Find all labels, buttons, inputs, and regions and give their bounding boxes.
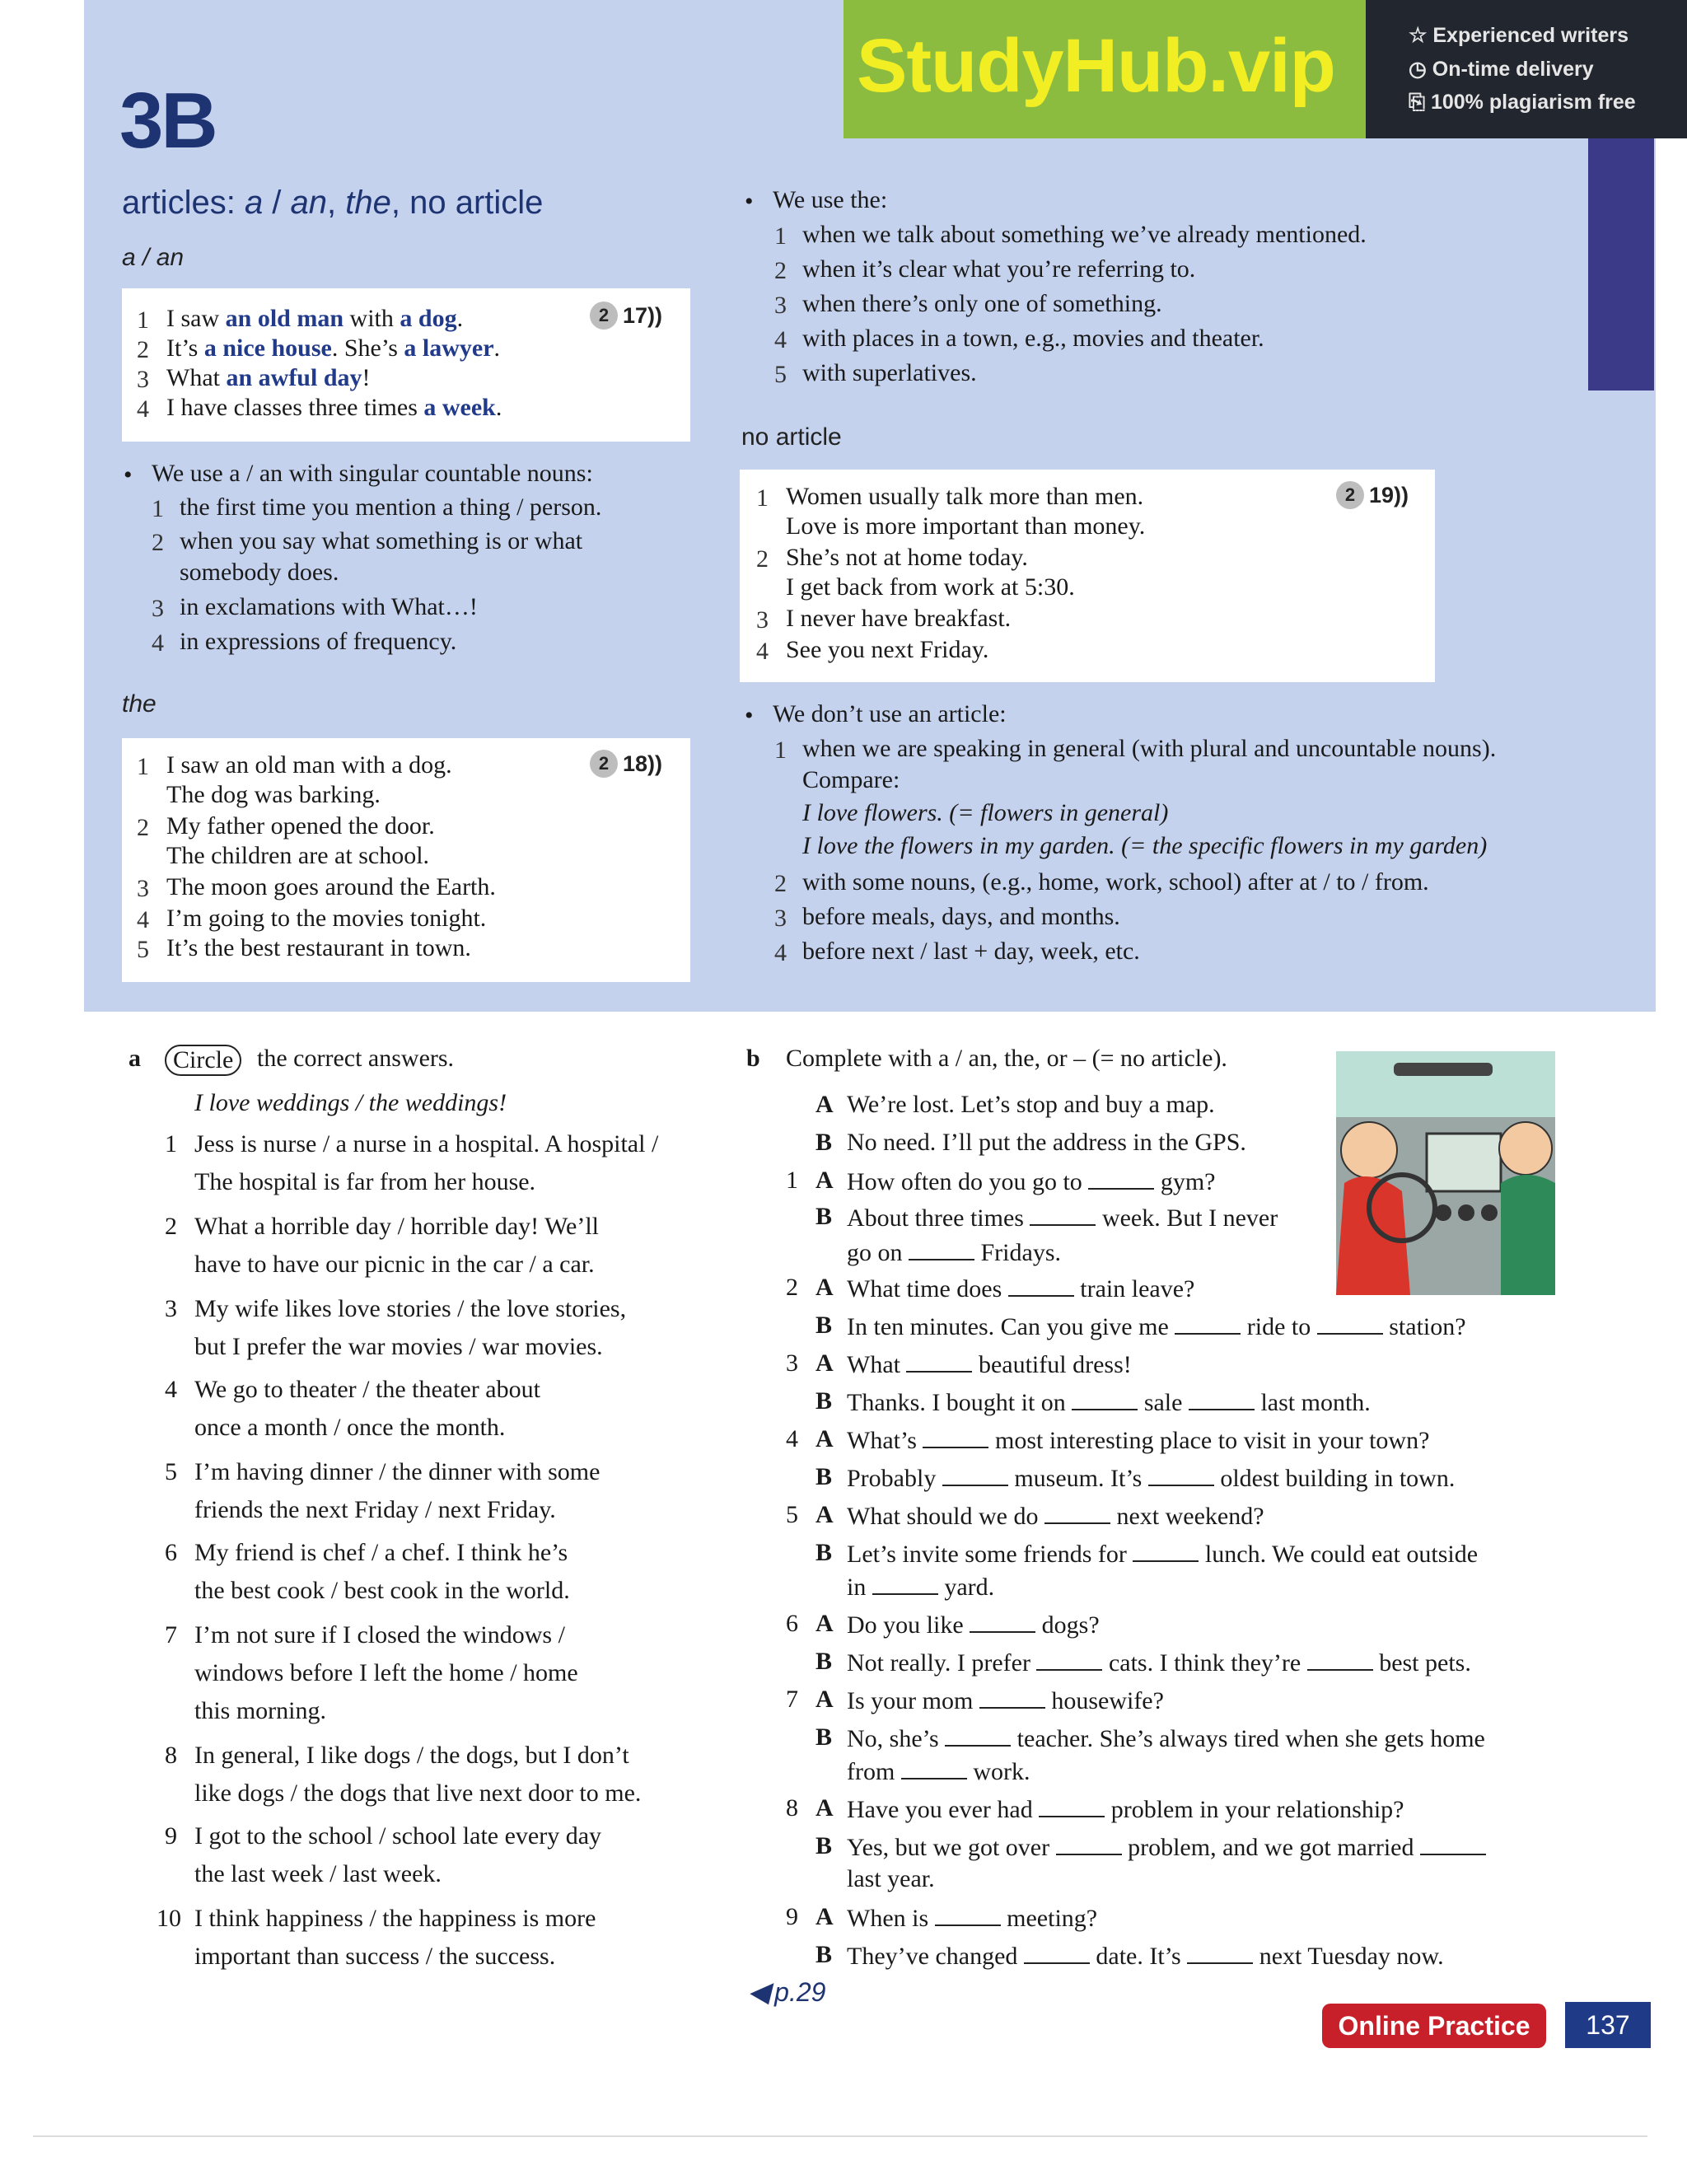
online-practice-button[interactable]: Online Practice xyxy=(1322,2004,1546,2048)
dialogue-line[interactable]: from work. xyxy=(847,1758,1030,1785)
rule-line: when we talk about something we’ve already mentioned. xyxy=(802,221,1367,248)
rule-line: in exclamations with What…! xyxy=(180,593,478,620)
audio-track: 17 xyxy=(623,302,648,328)
dialogue-line[interactable]: Let’s invite some friends for lunch. We could eat outside xyxy=(847,1541,1479,1568)
star-icon: ☆ xyxy=(1409,24,1428,47)
item-number: 1 xyxy=(165,1130,177,1157)
exercise-a-line[interactable]: this morning. xyxy=(194,1697,327,1724)
example-number: 1 xyxy=(756,484,769,512)
exercise-a-line[interactable]: have to have our picnic in the car / a car. xyxy=(194,1251,595,1278)
speaker-label: B xyxy=(815,1723,833,1751)
exercise-a-line[interactable]: What a horrible day / horrible day! We’ll xyxy=(194,1213,600,1240)
rule-number: 4 xyxy=(774,326,787,353)
item-number: 4 xyxy=(165,1376,177,1403)
unit-code: 3B xyxy=(119,77,216,165)
speaker-label: A xyxy=(815,1501,834,1528)
rule-line: with superlatives. xyxy=(802,359,977,386)
banner-feature xyxy=(1409,57,1594,82)
dialogue-line[interactable]: When is meeting? xyxy=(847,1905,1098,1932)
item-number: 8 xyxy=(165,1742,177,1769)
dialogue-line[interactable]: Not really. I prefer cats. I think they’re best pets. xyxy=(847,1649,1471,1677)
speaker-label: A xyxy=(815,1425,834,1452)
circle-word: Circle xyxy=(165,1045,241,1076)
rule-number: 4 xyxy=(152,629,164,657)
dialogue-line[interactable]: What should we do next weekend? xyxy=(847,1503,1264,1530)
rule-line: when you say what something is or what xyxy=(180,527,583,554)
dialogue-line[interactable]: Probably museum. It’s oldest building in town. xyxy=(847,1465,1456,1492)
car-illustration xyxy=(1336,1051,1555,1295)
rule-line: somebody does. xyxy=(180,559,339,586)
item-number: 8 xyxy=(786,1794,798,1822)
example-line: I get back from work at 5:30. xyxy=(786,573,1075,601)
speaker-label: A xyxy=(815,1794,834,1822)
page-number: 137 xyxy=(1565,2002,1651,2048)
item-number: 2 xyxy=(786,1274,798,1301)
exercise-a-line[interactable]: friends the next Friday / next Friday. xyxy=(194,1496,556,1523)
answer-blank[interactable] xyxy=(1030,1204,1096,1226)
document-icon: ⎘ xyxy=(1409,91,1426,114)
arrow-left-icon: ◀ xyxy=(748,1976,770,2008)
example-number: 4 xyxy=(137,906,149,933)
exercise-a-line[interactable]: In general, I like dogs / the dogs, but I don’t xyxy=(194,1742,629,1769)
rule-line: the first time you mention a thing / person. xyxy=(180,493,602,521)
bullet: • xyxy=(124,461,133,489)
rule-number: 2 xyxy=(774,870,787,897)
example-line: I have classes three times a week. xyxy=(166,394,502,421)
dialogue-line[interactable]: They’ve changed date. It’s next Tuesday now. xyxy=(847,1943,1444,1970)
exercise-a-line[interactable]: important than success / the success. xyxy=(194,1943,556,1970)
dialogue-line[interactable]: last year. xyxy=(847,1865,935,1892)
answer-blank[interactable] xyxy=(935,1905,1001,1926)
exercise-instruction: Complete with a / an, the, or – (= no article). xyxy=(786,1045,1227,1072)
exercise-a-line[interactable]: once a month / once the month. xyxy=(194,1414,506,1441)
exercise-a-line[interactable]: windows before I left the home / home xyxy=(194,1659,578,1686)
example-line: It’s a nice house. She’s a lawyer. xyxy=(166,334,501,362)
answer-blank[interactable] xyxy=(901,1758,967,1779)
rule-number: 4 xyxy=(774,939,787,966)
example-line: It’s the best restaurant in town. xyxy=(166,934,471,961)
item-number: 5 xyxy=(786,1501,798,1528)
item-number: 9 xyxy=(165,1822,177,1850)
example-line: Women usually talk more than men. xyxy=(786,483,1144,510)
speaker-label: A xyxy=(815,1091,834,1118)
example-number: 3 xyxy=(137,875,149,902)
answer-blank[interactable] xyxy=(945,1725,1011,1747)
rule-intro: We use the: xyxy=(773,186,888,213)
item-number: 5 xyxy=(165,1458,177,1485)
answer-blank[interactable] xyxy=(1072,1389,1138,1410)
exercise-instruction: the correct answers. xyxy=(257,1045,455,1072)
bullet: • xyxy=(745,702,754,729)
speaker-label: B xyxy=(815,1941,833,1968)
example-number: 4 xyxy=(137,395,149,423)
example-line: See you next Friday. xyxy=(786,636,989,663)
speaker-label: A xyxy=(815,1274,834,1301)
speaker-label: B xyxy=(815,1539,833,1566)
speaker-label: B xyxy=(815,1387,833,1415)
rule-number: 3 xyxy=(774,292,787,319)
answer-blank[interactable] xyxy=(1148,1465,1214,1486)
speaker-label: A xyxy=(815,1610,834,1637)
item-number: 6 xyxy=(786,1610,798,1637)
item-number: 4 xyxy=(786,1425,798,1452)
exercise-a-line[interactable]: My friend is chef / a chef. I think he’s xyxy=(194,1539,568,1566)
answer-blank[interactable] xyxy=(970,1611,1035,1633)
back-reference-link[interactable] xyxy=(748,1976,825,2009)
divider xyxy=(33,2135,1647,2137)
audio-disc-icon: 2 xyxy=(1336,481,1364,509)
answer-blank[interactable] xyxy=(1008,1275,1074,1297)
dialogue-line[interactable]: Thanks. I bought it on sale last month. xyxy=(847,1389,1371,1416)
rule-intro: We don’t use an article: xyxy=(773,700,1007,727)
item-number: 3 xyxy=(786,1349,798,1377)
exercise-a-line[interactable]: I’m not sure if I closed the windows / xyxy=(194,1621,565,1649)
exercise-a-line[interactable]: The hospital is far from her house. xyxy=(194,1168,536,1195)
exercise-a-line[interactable]: the last week / last week. xyxy=(194,1860,442,1887)
side-tab xyxy=(1588,138,1654,391)
example-line: I saw an old man with a dog. xyxy=(166,751,452,779)
speaker-label: B xyxy=(815,1312,833,1339)
item-number: 2 xyxy=(165,1213,177,1240)
example-number: 1 xyxy=(137,306,149,334)
back-reference-label: p.29 xyxy=(774,1976,826,2007)
answer-blank[interactable] xyxy=(909,1239,974,1260)
example-line: I never have breakfast. xyxy=(786,605,1012,632)
exercise-a-line[interactable]: but I prefer the war movies / war movies. xyxy=(194,1333,603,1360)
answer-blank[interactable] xyxy=(1317,1313,1383,1335)
dialogue-line[interactable]: About three times week. But I never xyxy=(847,1204,1278,1232)
speaker-label: A xyxy=(815,1903,834,1930)
example-line: The children are at school. xyxy=(166,842,430,869)
banner-feature xyxy=(1409,23,1629,48)
rule-line: before next / last + day, week, etc. xyxy=(802,938,1140,965)
page-title: articles: a / an, the, no article xyxy=(122,185,544,221)
answer-blank[interactable] xyxy=(942,1465,1008,1486)
example-number: 3 xyxy=(756,606,769,634)
example-number: 2 xyxy=(137,814,149,841)
rule-line: before meals, days, and months. xyxy=(802,903,1120,930)
example-number: 5 xyxy=(137,936,149,963)
answer-blank[interactable] xyxy=(1044,1503,1110,1524)
section-heading-a-an: a / an xyxy=(122,244,185,271)
exercise-a-line[interactable]: My wife likes love stories / the love stories, xyxy=(194,1295,627,1322)
exercise-letter: a xyxy=(129,1045,141,1072)
dialogue-line[interactable]: Yes, but we got over problem, and we got married xyxy=(847,1834,1486,1860)
exercise-a-line[interactable]: I think happiness / the happiness is more xyxy=(194,1905,596,1932)
rule-intro: We use a / an with singular countable nouns: xyxy=(152,460,593,487)
rule-number: 1 xyxy=(774,222,787,250)
answer-blank[interactable] xyxy=(1036,1649,1102,1671)
item-number: 1 xyxy=(786,1167,798,1194)
rule-line: when we are speaking in general (with plural and uncountable nouns). xyxy=(802,735,1497,762)
sound-icon: )) xyxy=(1394,482,1409,507)
item-number: 3 xyxy=(165,1295,177,1322)
rule-line: Compare: xyxy=(802,766,900,793)
answer-blank[interactable] xyxy=(1056,1834,1122,1855)
answer-blank[interactable] xyxy=(1307,1649,1373,1671)
exercise-a-line[interactable]: I’m having dinner / the dinner with some xyxy=(194,1458,600,1485)
speaker-label: B xyxy=(815,1203,833,1230)
banner-feature-label: Experienced writers xyxy=(1432,24,1629,47)
example-line: I’m going to the movies tonight. xyxy=(166,905,487,932)
dialogue-line[interactable]: in yard. xyxy=(847,1574,995,1601)
dialogue-line[interactable]: Do you like dogs? xyxy=(847,1611,1100,1639)
rule-line: with some nouns, (e.g., home, work, school) after at / to / from. xyxy=(802,868,1429,896)
rule-number: 3 xyxy=(152,595,164,622)
audio-disc-icon: 2 xyxy=(590,302,618,330)
item-number: 7 xyxy=(786,1686,798,1713)
rule-line: with places in a town, e.g., movies and theater. xyxy=(802,325,1264,352)
dialogue-line[interactable]: What beautiful dress! xyxy=(847,1351,1132,1378)
dialogue-line[interactable]: What time does train leave? xyxy=(847,1275,1195,1302)
example-line: She’s not at home today. xyxy=(786,544,1028,571)
rule-line: I love flowers. (= flowers in general) xyxy=(802,799,1169,826)
exercise-letter: b xyxy=(746,1045,760,1072)
example-line: Love is more important than money. xyxy=(786,512,1146,540)
rule-number: 5 xyxy=(774,361,787,388)
rule-line: I love the flowers in my garden. (= the specific flowers in my garden) xyxy=(802,832,1488,859)
example-line: The dog was barking. xyxy=(166,781,381,808)
answer-blank[interactable] xyxy=(979,1687,1045,1709)
answer-blank[interactable] xyxy=(1039,1796,1105,1817)
exercise-example: I love weddings / the weddings! xyxy=(194,1089,507,1116)
sound-icon: )) xyxy=(647,302,663,328)
banner-feature xyxy=(1409,91,1636,115)
example-line: My father opened the door. xyxy=(166,812,435,839)
example-line: The moon goes around the Earth. xyxy=(166,873,496,900)
speaker-label: A xyxy=(815,1686,834,1713)
example-number: 2 xyxy=(137,336,149,363)
item-number: 10 xyxy=(157,1905,181,1932)
dialogue-line[interactable]: Have you ever had problem in your relationship? xyxy=(847,1796,1404,1823)
sound-icon: )) xyxy=(647,751,663,776)
speaker-label: B xyxy=(815,1648,833,1675)
item-number: 7 xyxy=(165,1621,177,1649)
answer-blank[interactable] xyxy=(872,1574,938,1595)
dialogue-line[interactable]: We’re lost. Let’s stop and buy a map. xyxy=(847,1091,1215,1118)
example-number: 1 xyxy=(137,753,149,780)
bullet: • xyxy=(745,188,754,215)
dialogue-line[interactable]: No, she’s teacher. She’s always tired when she gets home xyxy=(847,1725,1485,1752)
speaker-label: B xyxy=(815,1129,833,1156)
answer-blank[interactable] xyxy=(1187,1943,1253,1964)
dialogue-line[interactable]: What’s most interesting place to visit in your town? xyxy=(847,1427,1430,1454)
rule-line: when there’s only one of something. xyxy=(802,290,1162,317)
dialogue-line[interactable]: How often do you go to gym? xyxy=(847,1168,1216,1195)
answer-blank[interactable] xyxy=(923,1427,988,1448)
audio-track: 19 xyxy=(1369,482,1395,507)
exercise-a-line[interactable]: We go to theater / the theater about xyxy=(194,1376,540,1403)
banner-feature-label: On-time delivery xyxy=(1432,58,1594,81)
dialogue-line[interactable]: Is your mom housewife? xyxy=(847,1687,1164,1714)
example-line: I saw an old man with a dog. xyxy=(166,305,464,332)
section-heading-no-article: no article xyxy=(741,423,842,451)
rule-number: 3 xyxy=(774,905,787,932)
exercise-a-line[interactable]: the best cook / best cook in the world. xyxy=(194,1577,570,1604)
dialogue-line[interactable]: go on Fridays. xyxy=(847,1239,1061,1266)
brand-logo[interactable]: StudyHub.vip xyxy=(857,24,1335,108)
example-number: 2 xyxy=(756,545,769,573)
speaker-label: A xyxy=(815,1349,834,1377)
audio-track: 18 xyxy=(623,751,648,776)
example-line: What an awful day! xyxy=(166,364,371,391)
exercise-a-line[interactable]: Jess is nurse / a nurse in a hospital. A hospital / xyxy=(194,1130,659,1157)
item-number: 6 xyxy=(165,1539,177,1566)
speaker-label: B xyxy=(815,1832,833,1859)
answer-blank[interactable] xyxy=(1189,1389,1255,1410)
answer-blank[interactable] xyxy=(1133,1541,1199,1562)
audio-disc-icon: 2 xyxy=(590,750,618,778)
example-number: 3 xyxy=(137,366,149,393)
audio-button-18[interactable] xyxy=(590,750,662,778)
rule-line: when it’s clear what you’re referring to. xyxy=(802,255,1196,283)
dialogue-line[interactable]: No need. I’ll put the address in the GPS. xyxy=(847,1129,1246,1156)
clock-icon: ◷ xyxy=(1409,58,1427,81)
exercise-a-line[interactable]: like dogs / the dogs that live next door to me. xyxy=(194,1779,642,1807)
item-number: 9 xyxy=(786,1903,798,1930)
example-number: 4 xyxy=(756,638,769,665)
exercise-a-line[interactable]: I got to the school / school late every day xyxy=(194,1822,602,1850)
rule-number: 2 xyxy=(774,257,787,284)
dialogue-line[interactable]: In ten minutes. Can you give me ride to station? xyxy=(847,1313,1466,1340)
audio-button-17[interactable] xyxy=(590,302,662,330)
answer-blank[interactable] xyxy=(1024,1943,1090,1964)
rule-number: 1 xyxy=(152,495,164,522)
answer-blank[interactable] xyxy=(906,1351,972,1373)
speaker-label: B xyxy=(815,1463,833,1490)
banner-feature-label: 100% plagiarism free xyxy=(1430,91,1636,114)
rule-number: 2 xyxy=(152,529,164,556)
speaker-label: A xyxy=(815,1167,834,1194)
answer-blank[interactable] xyxy=(1088,1168,1154,1190)
answer-blank[interactable] xyxy=(1175,1313,1241,1335)
rule-number: 1 xyxy=(774,737,787,764)
answer-blank[interactable] xyxy=(1420,1834,1486,1855)
audio-button-19[interactable] xyxy=(1336,481,1409,509)
section-heading-the: the xyxy=(122,690,157,718)
rule-line: in expressions of frequency. xyxy=(180,628,457,655)
